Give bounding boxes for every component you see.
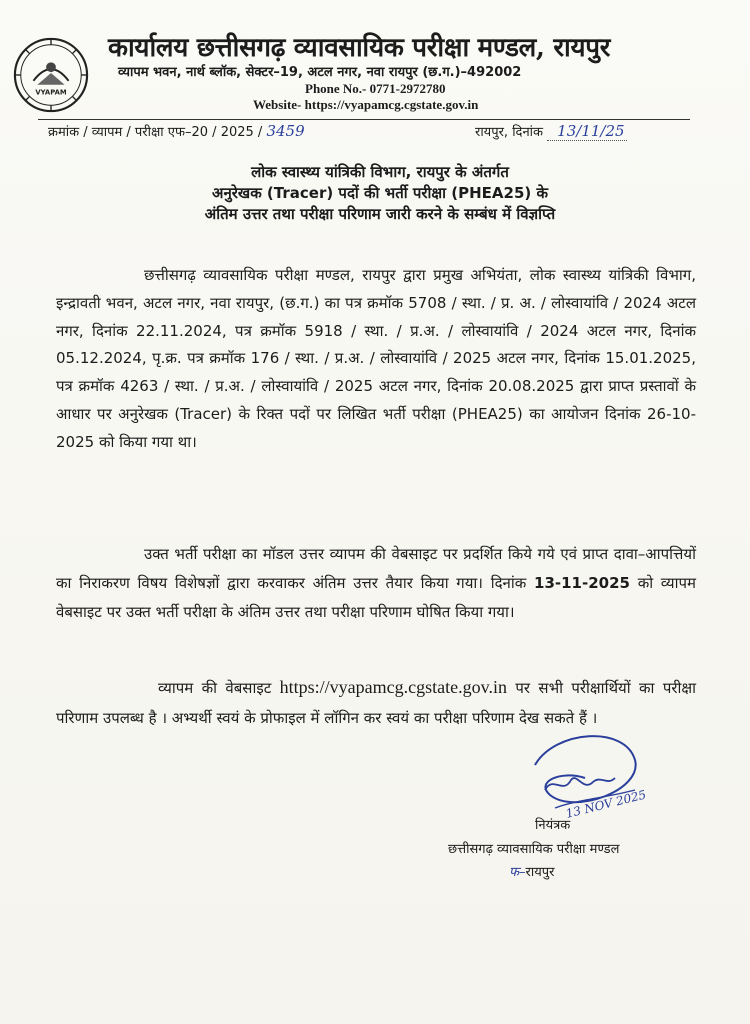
svg-text:VYAPAM: VYAPAM [35,88,67,97]
header-divider [38,119,690,120]
signatory-organization: छत्तीसगढ़ व्यावसायिक परीक्षा मण्डल [448,842,620,857]
office-address: व्यापम भवन, नार्थ ब्लॉक, सेक्टर–19, अटल नगर, नवा रायपुर (छ.ग.)–492002 [118,65,522,80]
issue-date-label: रायपुर, दिनांक [475,125,544,140]
paragraph-2-text-a: उक्त भर्ती परीक्षा का मॉडल उत्तर व्यापम की वेबसाइट पर प्रदर्शित किये गये एवं प्राप्त दावा–आपत्तियों का निराकरण विषय विशेषज्ञों द्वारा करवाकर अंतिम उत्तर तैयार किया गया। दिनांक [56,545,696,592]
issue-date-value: 13/11/25 [547,122,627,141]
vyapam-logo-icon [12,36,90,114]
paragraph-3-text-b: पर सभी परीक्षार्थियों का परीक्षा परिणाम उपलब्ध है । अभ्यर्थी स्वयं के प्रोफाइल में लॉगिन कर स्वयं का परीक्षा परिणाम देख सकते हैं । [56,679,696,727]
signatory-city [509,862,554,880]
body-paragraph-1 [56,262,696,457]
result-date: 13-11-2025 [534,574,630,592]
subject-line-2: अनुरेखक (Tracer) पदों की भर्ती परीक्षा (PHEA25) के [212,184,548,202]
subject-line-3: अंतिम उत्तर तथा परीक्षा परिणाम जारी करने के सम्बंध में विज्ञप्ति [204,205,556,223]
signatory-title: नियंत्रक [535,818,571,833]
reference-prefix: क्रमांक / व्यापम / परीक्षा एफ–20 / 2025 / [48,125,263,140]
office-website: Website- https://vyapamcg.cgstate.gov.in [253,97,479,112]
paragraph-1-text: छत्तीसगढ़ व्यावसायिक परीक्षा मण्डल, रायपुर द्वारा प्रमुख अभियंता, लोक स्वास्थ्य यांत्रिकी विभाग, इन्द्रावती भवन, अटल नगर, नवा रायपुर, (छ.ग.) का पत्र क्रमॉक 5708 / स्था. / प्र. अ. / लोस्वायांवि / 2024 अटल नगर, दिनांक 22.11.2024, पत्र क्रमॉक 5918 / स्था. / प्र.अ. / लोस्वायांवि / 2024 अटल नगर, दिनांक 05.12.2024, पृ.क्र. पत्र क्रमॉक 176 / स्था. / प्र.अ. / लोस्वायांवि / 2025 अटल नगर, दिनांक 15.01.2025, पत्र क्रमॉक 4263 / स्था. / प्र.अ. / लोस्वायांवि / 2025 अटल नगर, दिनांक 20.08.2025 द्वारा प्राप्त प्रस्तावों के आधार पर अनुरेखक (Tracer) के रिक्त पदों पर लिखित भर्ती परीक्षा (PHEA25) का आयोजन दिनांक 26-10-2025 को किया गया था। [56,266,696,451]
issue-date [475,122,627,141]
office-title: कार्यालय छत्तीसगढ़ व्यावसायिक परीक्षा मण्डल, रायपुर [108,33,611,63]
city-name: रायपुर [525,865,555,880]
reference-number [48,122,305,140]
paragraph-3-text-a: व्यापम की वेबसाइट [158,679,272,697]
paragraph-2-text-b: को व्यापम वेबसाइट पर उक्त भर्ती परीक्षा के अंतिम उत्तर तथा परीक्षा परिणाम घोषित किया गया। [56,574,697,621]
reference-handwritten-number: 3459 [266,122,305,140]
website-link[interactable]: https://vyapamcg.cgstate.gov.in [279,677,507,697]
notice-subject [100,162,660,225]
svg-text:13 NOV 2025: 13 NOV 2025 [564,787,648,821]
office-phone: Phone No.- 0771-2972780 [305,81,446,96]
for-mark: फ– [509,865,526,880]
subject-line-1: लोक स्वास्थ्य यांत्रिकी विभाग, रायपुर के अंतर्गत [251,163,509,181]
body-paragraph-2 [56,540,696,627]
